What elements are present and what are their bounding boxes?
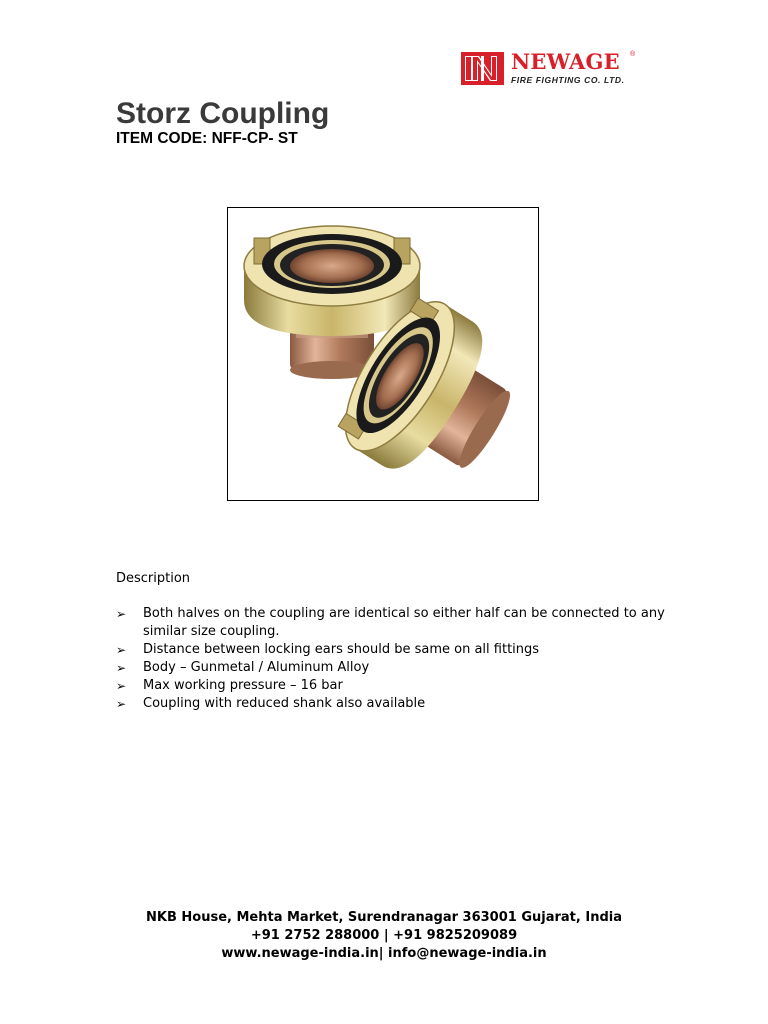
feature-list	[116, 605, 676, 713]
list-item	[116, 605, 676, 641]
footer-phones: +91 2752 288000 | +91 9825209089	[250, 928, 518, 943]
newage-logo-icon	[461, 52, 504, 85]
logo-tagline: FIRE FIGHTING CO. LTD.	[511, 75, 625, 85]
list-item-text: Body – Gunmetal / Aluminum Alloy	[143, 660, 370, 675]
list-item-text: Coupling with reduced shank also available	[143, 696, 426, 711]
logo-registered-mark: ®	[630, 51, 636, 58]
footer	[0, 909, 768, 963]
product-title: Storz Coupling	[116, 97, 330, 130]
list-item-text: Max working pressure – 16 bar	[143, 678, 343, 693]
list-item	[116, 641, 676, 659]
list-item-text: Distance between locking ears should be same on all fittings	[143, 642, 540, 657]
arrow-bullet-icon: ➢	[116, 661, 127, 675]
list-item	[116, 677, 676, 695]
footer-address: NKB House, Mehta Market, Surendranagar 363001 Gujarat, India	[146, 910, 622, 925]
product-image-frame	[227, 207, 539, 501]
description-label: Description	[116, 571, 191, 586]
footer-web-email: www.newage-india.in| info@newage-india.in	[221, 946, 547, 961]
list-item-text: Both halves on the coupling are identical so either half can be connected to any similar size coupling.	[143, 606, 665, 639]
arrow-bullet-icon: ➢	[116, 697, 127, 711]
item-code: ITEM CODE: NFF-CP- ST	[116, 130, 298, 147]
storz-coupling-photo	[228, 208, 538, 500]
company-logo	[461, 50, 641, 86]
logo-name: NEWAGE	[511, 49, 620, 74]
arrow-bullet-icon: ➢	[116, 607, 127, 621]
arrow-bullet-icon: ➢	[116, 643, 127, 657]
arrow-bullet-icon: ➢	[116, 679, 127, 693]
list-item	[116, 659, 676, 677]
list-item	[116, 695, 676, 713]
